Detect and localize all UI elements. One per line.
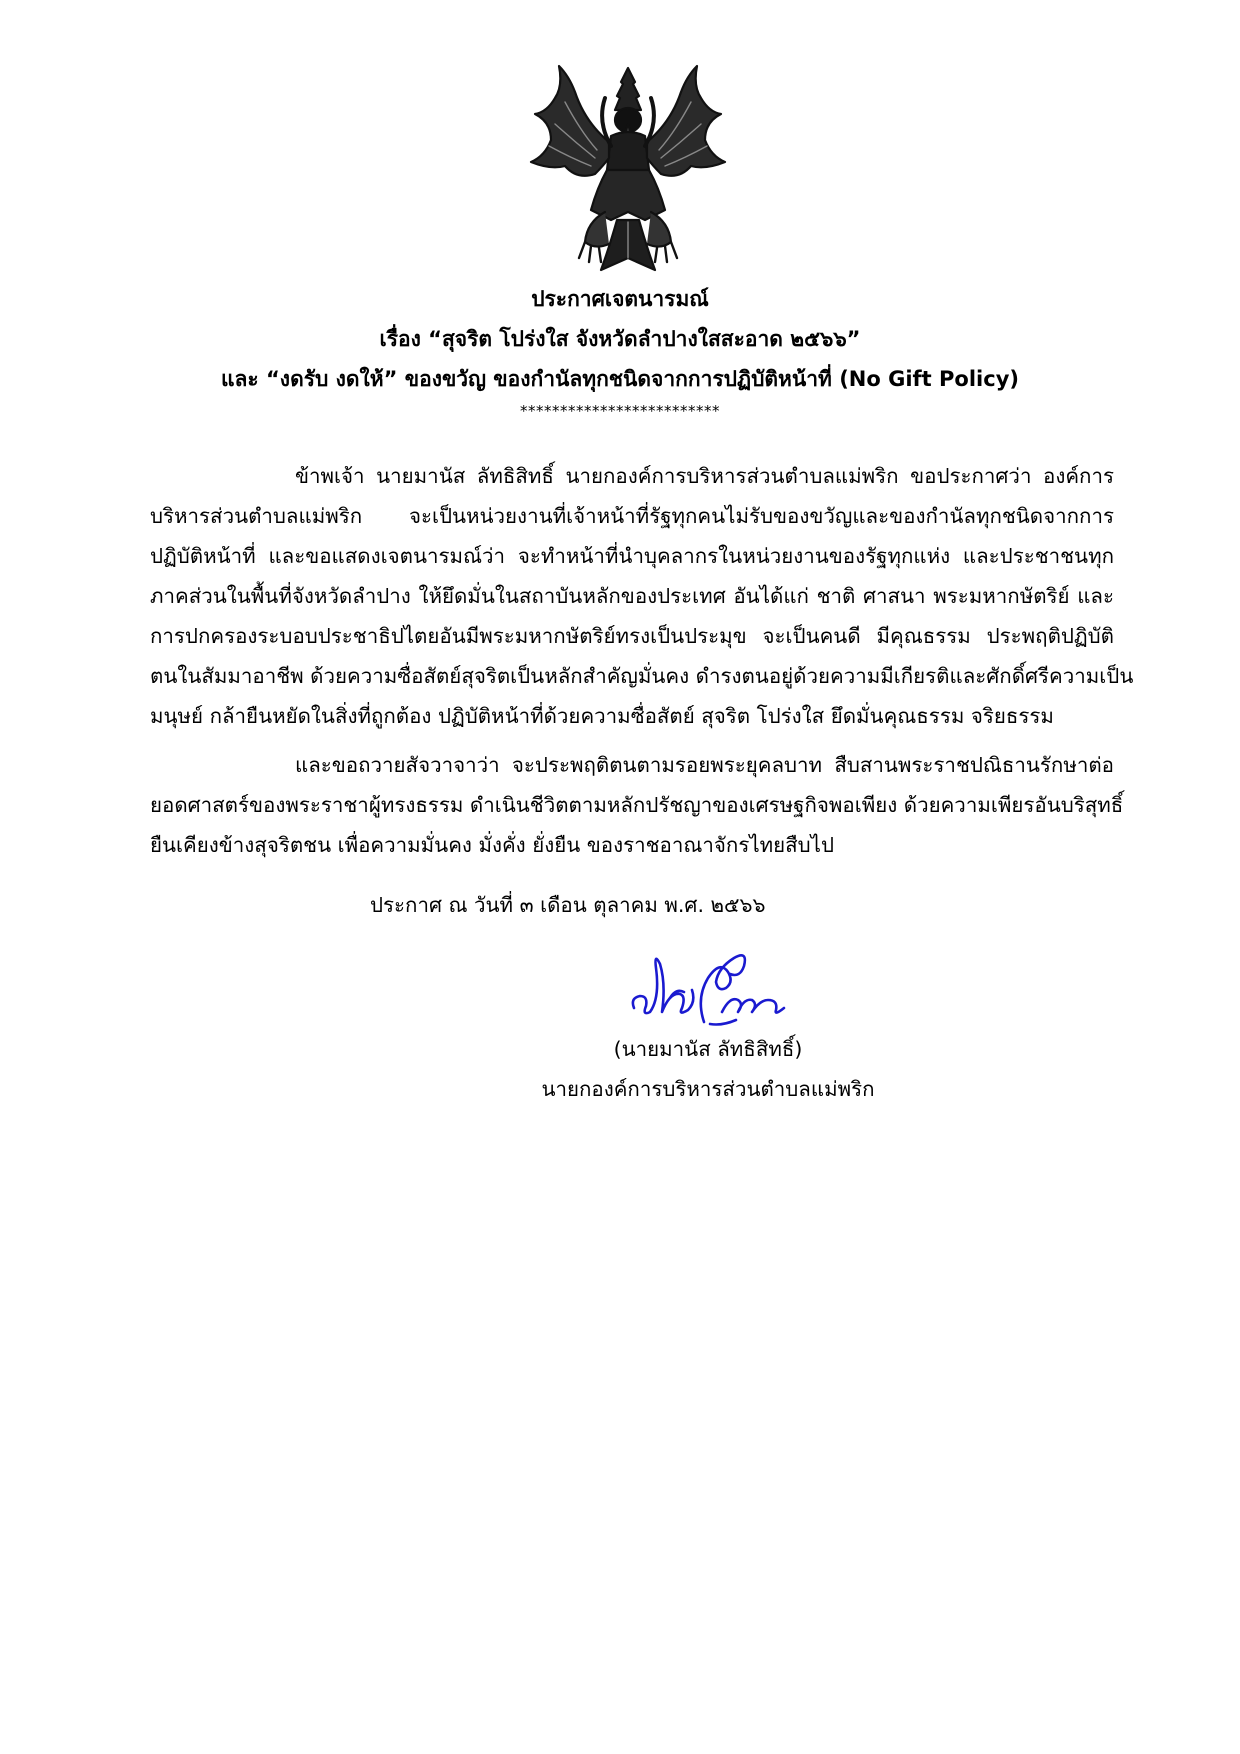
paragraph-1-line: บริหารส่วนตำบลแม่พริก จะเป็นหน่วยงานที่เจ้าหน้าที่รัฐทุกคนไม่รับของขวัญและของกำนัลทุกชนิดจากการ [150, 504, 1114, 528]
announcement-subject: เรื่อง “สุจริต โปร่งใส จังหวัดลำปางใสสะอาด ๒๕๖๖” [379, 327, 861, 351]
paragraph-1-line: ข้าพเจ้า นายมานัส ลัทธิสิทธิ์ นายกองค์การบริหารส่วนตำบลแม่พริก ขอประกาศว่า องค์การ [295, 464, 1114, 488]
paragraph-1-line: มนุษย์ กล้ายืนหยัดในสิ่งที่ถูกต้อง ปฏิบัติหน้าที่ด้วยความซื่อสัตย์ สุจริต โปร่งใส ยึดมั่นคุณธรรม จริยธรรม [150, 704, 1054, 728]
paragraph-1-line: ปฏิบัติหน้าที่ และขอแสดงเจตนารมณ์ว่า จะทำหน้าที่นำบุคลากรในหน่วยงานของรัฐทุกแห่ง และประชาชนทุก [150, 544, 1114, 568]
announcement-title: ประกาศเจตนารมณ์ [531, 287, 709, 311]
signatory-name: (นายมานัส ลัทธิสิทธิ์) [613, 1037, 803, 1061]
paragraph-2-line: ยืนเคียงข้างสุจริตชน เพื่อความมั่นคง มั่งคั่ง ยั่งยืน ของราชอาณาจักรไทยสืบไป [150, 833, 835, 857]
handwritten-signature [626, 938, 790, 1034]
garuda-emblem [525, 62, 731, 278]
separator: ************************* [520, 402, 720, 420]
announcement-subject-continued: และ “งดรับ งดให้” ของขวัญ ของกำนัลทุกชนิดจากการปฏิบัติหน้าที่ (No Gift Policy) [221, 367, 1019, 391]
paragraph-1-line: ตนในสัมมาอาชีพ ด้วยความซื่อสัตย์สุจริตเป็นหลักสำคัญมั่นคง ดำรงตนอยู่ด้วยความมีเกียรติและศักดิ์ศรีความเป็น [150, 664, 1134, 688]
paragraph-2-line: ยอดศาสตร์ของพระราชาผู้ทรงธรรม ดำเนินชีวิตตามหลักปรัชญาของเศรษฐกิจพอเพียง ด้วยความเพียรอันบริสุทธิ์ [150, 793, 1124, 817]
signatory-position: นายกองค์การบริหารส่วนตำบลแม่พริก [541, 1077, 875, 1101]
paragraph-1-line: การปกครองระบอบประชาธิปไตยอันมีพระมหากษัตริย์ทรงเป็นประมุข จะเป็นคนดี มีคุณธรรม ประพฤติปฏิบัติ [150, 624, 1114, 648]
paragraph-1-line: ภาคส่วนในพื้นที่จังหวัดลำปาง ให้ยึดมั่นในสถาบันหลักของประเทศ อันได้แก่ ชาติ ศาสนา พระมหากษัตริย์ และ [150, 584, 1114, 608]
announcement-date: ประกาศ ณ วันที่ ๓ เดือน ตุลาคม พ.ศ. ๒๕๖๖ [370, 893, 766, 917]
paragraph-2-line: และขอถวายสัจวาจาว่า จะประพฤติตนตามรอยพระยุคลบาท สืบสานพระราชปณิธานรักษาต่อ [295, 753, 1114, 777]
